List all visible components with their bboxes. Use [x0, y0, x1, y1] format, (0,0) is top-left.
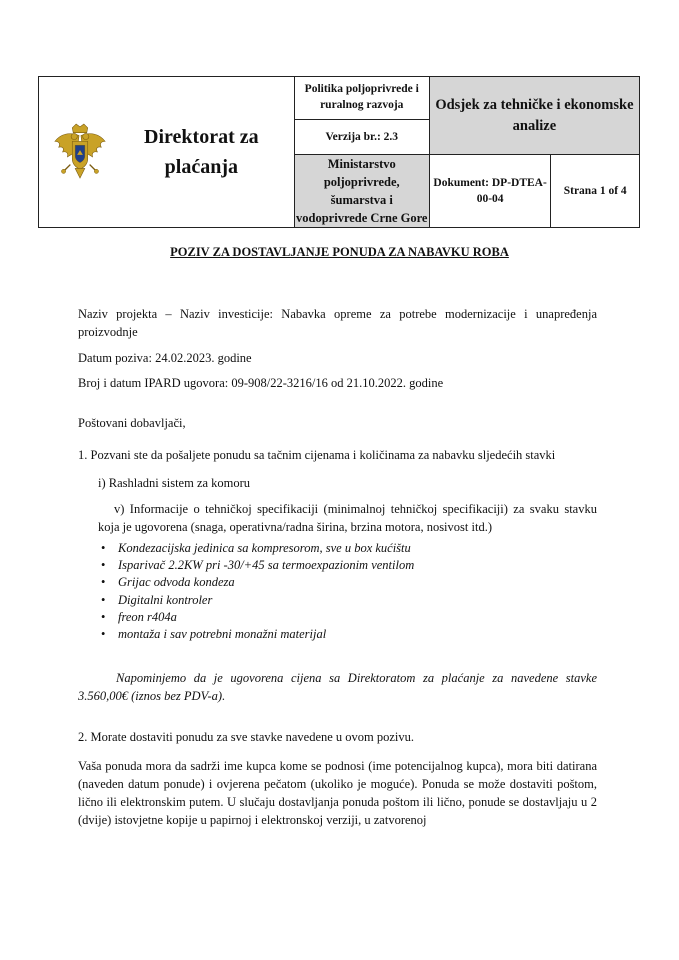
greeting: Poštovani dobavljači,	[78, 416, 186, 430]
project-name: Naziv projekta – Naziv investicije: Nabavka opreme za potrebe modernizacije i unapređenja proizvodnje	[78, 307, 597, 339]
price-note: Napominjemo da je ugovorena cijena sa Direktoratom za plaćanje za navedene stavke 3.560,00€ (iznos bez PDV-a).	[78, 671, 597, 703]
directorate-title: Direktorat za plaćanja	[144, 126, 259, 178]
policy-cell	[294, 77, 429, 155]
document-header-table	[38, 76, 640, 228]
item-1-text: 1. Pozvani ste da pošaljete ponudu sa tačnim cijenama i količinama za nabavku sljedećih stavki	[78, 448, 556, 462]
page-number: Strana 1 of 4	[551, 155, 640, 228]
ministry-name: Ministarstvo poljoprivrede, šumarstva i vodoprivrede Crne Gore	[294, 155, 429, 228]
version-number: Verzija br.: 2.3	[325, 131, 399, 143]
item-2-text: 2. Morate dostaviti ponudu za sve stavke navedene u ovom pozivu.	[78, 730, 415, 744]
list-item: • montaža i sav potrebni monažni materijal	[101, 626, 414, 643]
list-item: • Digitalni kontroler	[101, 592, 414, 609]
submission-paragraph: Vaša ponuda mora da sadrži ime kupca kome se podnosi (ime potencijalnog kupca), mora biti datirana (naveden datum ponude) i ovjerena pečatom (ukoliko je moguće). Ponuda se može dostaviti poštom, lično ili elektronskim putem. U slučaju dostavljanja ponuda poštom ili lično, ponude se dostavljaju u 2 (dvije) istovjetne kopije u papirnoj i elektronskoj verziji, u zatvorenoj	[78, 759, 597, 827]
policy-name: Politika poljoprivrede i ruralnog razvoja	[295, 77, 429, 120]
specification-list	[101, 540, 414, 643]
department-name: Odsjek za tehničke i ekonomske analize	[429, 77, 639, 155]
directorate-cell	[39, 77, 295, 228]
list-item: • Kondezacijska jedinica sa kompresorom, sve u box kućištu	[101, 540, 414, 557]
invite-date: Datum poziva: 24.02.2023. godine	[78, 351, 252, 365]
document-code: Dokument: DP-DTEA-00-04	[429, 155, 551, 228]
list-item: • Isparivač 2.2KW pri -30/+45 sa termoexpazionim ventilom	[101, 557, 414, 574]
coat-of-arms-icon	[51, 122, 109, 182]
document-title: POZIV ZA DOSTAVLJANJE PONUDA ZA NABAVKU ROBA	[170, 245, 509, 259]
list-item: • Grijac odvoda kondeza	[101, 574, 414, 591]
sub-item-i: i) Rashladni sistem za komoru	[98, 476, 251, 490]
sub-item-v: v) Informacije o tehničkoj specifikaciji (minimalnoj tehničkoj specifikaciji) za svaku stavku koja je ugovorena (snaga, operativna/radna širina, brzina motora, nosivost itd.)	[98, 502, 597, 534]
list-item: • freon r404a	[101, 609, 414, 626]
ipard-contract: Broj i datum IPARD ugovora: 09-908/22-3216/16 od 21.10.2022. godine	[78, 376, 444, 390]
